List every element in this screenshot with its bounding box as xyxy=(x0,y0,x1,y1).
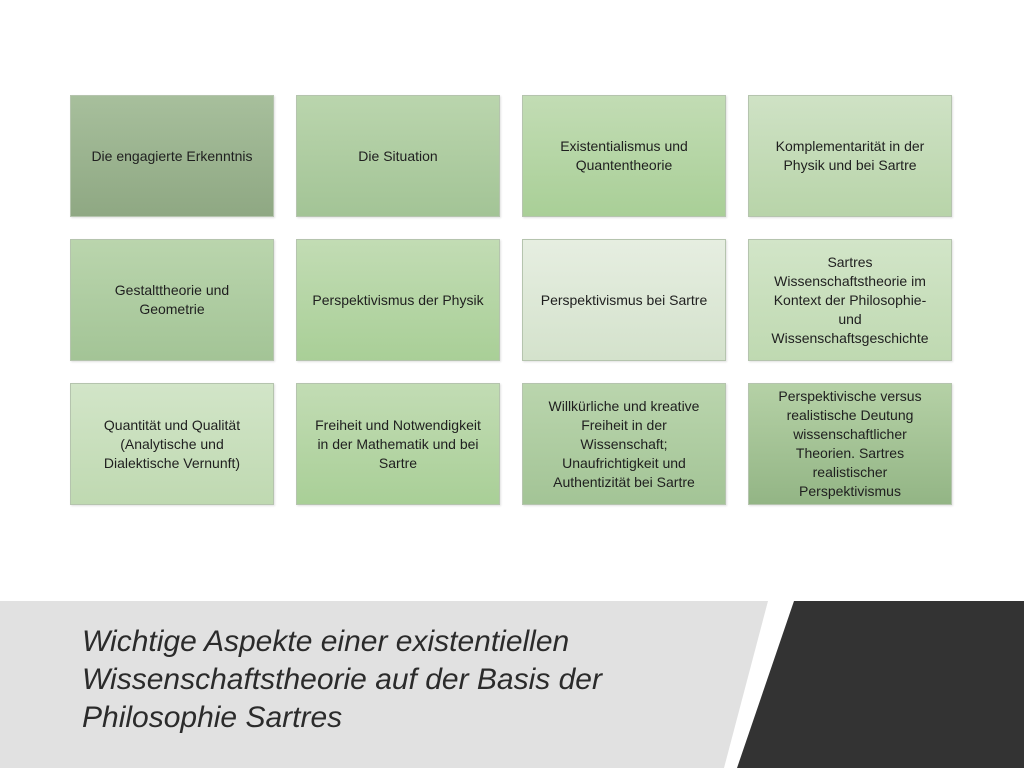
footer-dark-panel xyxy=(737,601,1024,768)
topic-box-situation[interactable]: Die Situation xyxy=(296,95,500,217)
slide-title: Wichtige Aspekte einer existentiellen Wissenschaftstheorie auf der Basis der Philosophie Sartres xyxy=(82,625,602,734)
topic-box-freiheit-notwendigkeit[interactable]: Freiheit und Notwendigkeit in der Mathematik und bei Sartre xyxy=(296,383,500,505)
topic-box-wissenschaftstheorie-kontext[interactable]: Sartres Wissenschaftstheorie im Kontext der Philosophie- und Wissenschaftsgeschichte xyxy=(748,239,952,361)
topic-box-willkuerliche-freiheit[interactable]: Willkürliche und kreative Freiheit in der Wissenschaft; Unaufrichtigkeit und Authentizität bei Sartre xyxy=(522,383,726,505)
topic-box-perspektivismus-physik[interactable]: Perspektivismus der Physik xyxy=(296,239,500,361)
topic-box-quantitaet-qualitaet[interactable]: Quantität und Qualität (Analytische und Dialektische Vernunft) xyxy=(70,383,274,505)
topic-box-existentialismus-quantentheorie[interactable]: Existentialismus und Quantentheorie xyxy=(522,95,726,217)
topic-box-engagierte-erkenntnis[interactable]: Die engagierte Erkenntnis xyxy=(70,95,274,217)
topic-box-perspektivische-deutung[interactable]: Perspektivische versus realistische Deutung wissenschaftlicher Theorien. Sartres realistischer Perspektivismus xyxy=(748,383,952,505)
topic-box-gestalttheorie[interactable]: Gestalttheorie und Geometrie xyxy=(70,239,274,361)
topic-box-perspektivismus-sartre[interactable]: Perspektivismus bei Sartre xyxy=(522,239,726,361)
topic-box-komplementaritaet[interactable]: Komplementarität in der Physik und bei Sartre xyxy=(748,95,952,217)
